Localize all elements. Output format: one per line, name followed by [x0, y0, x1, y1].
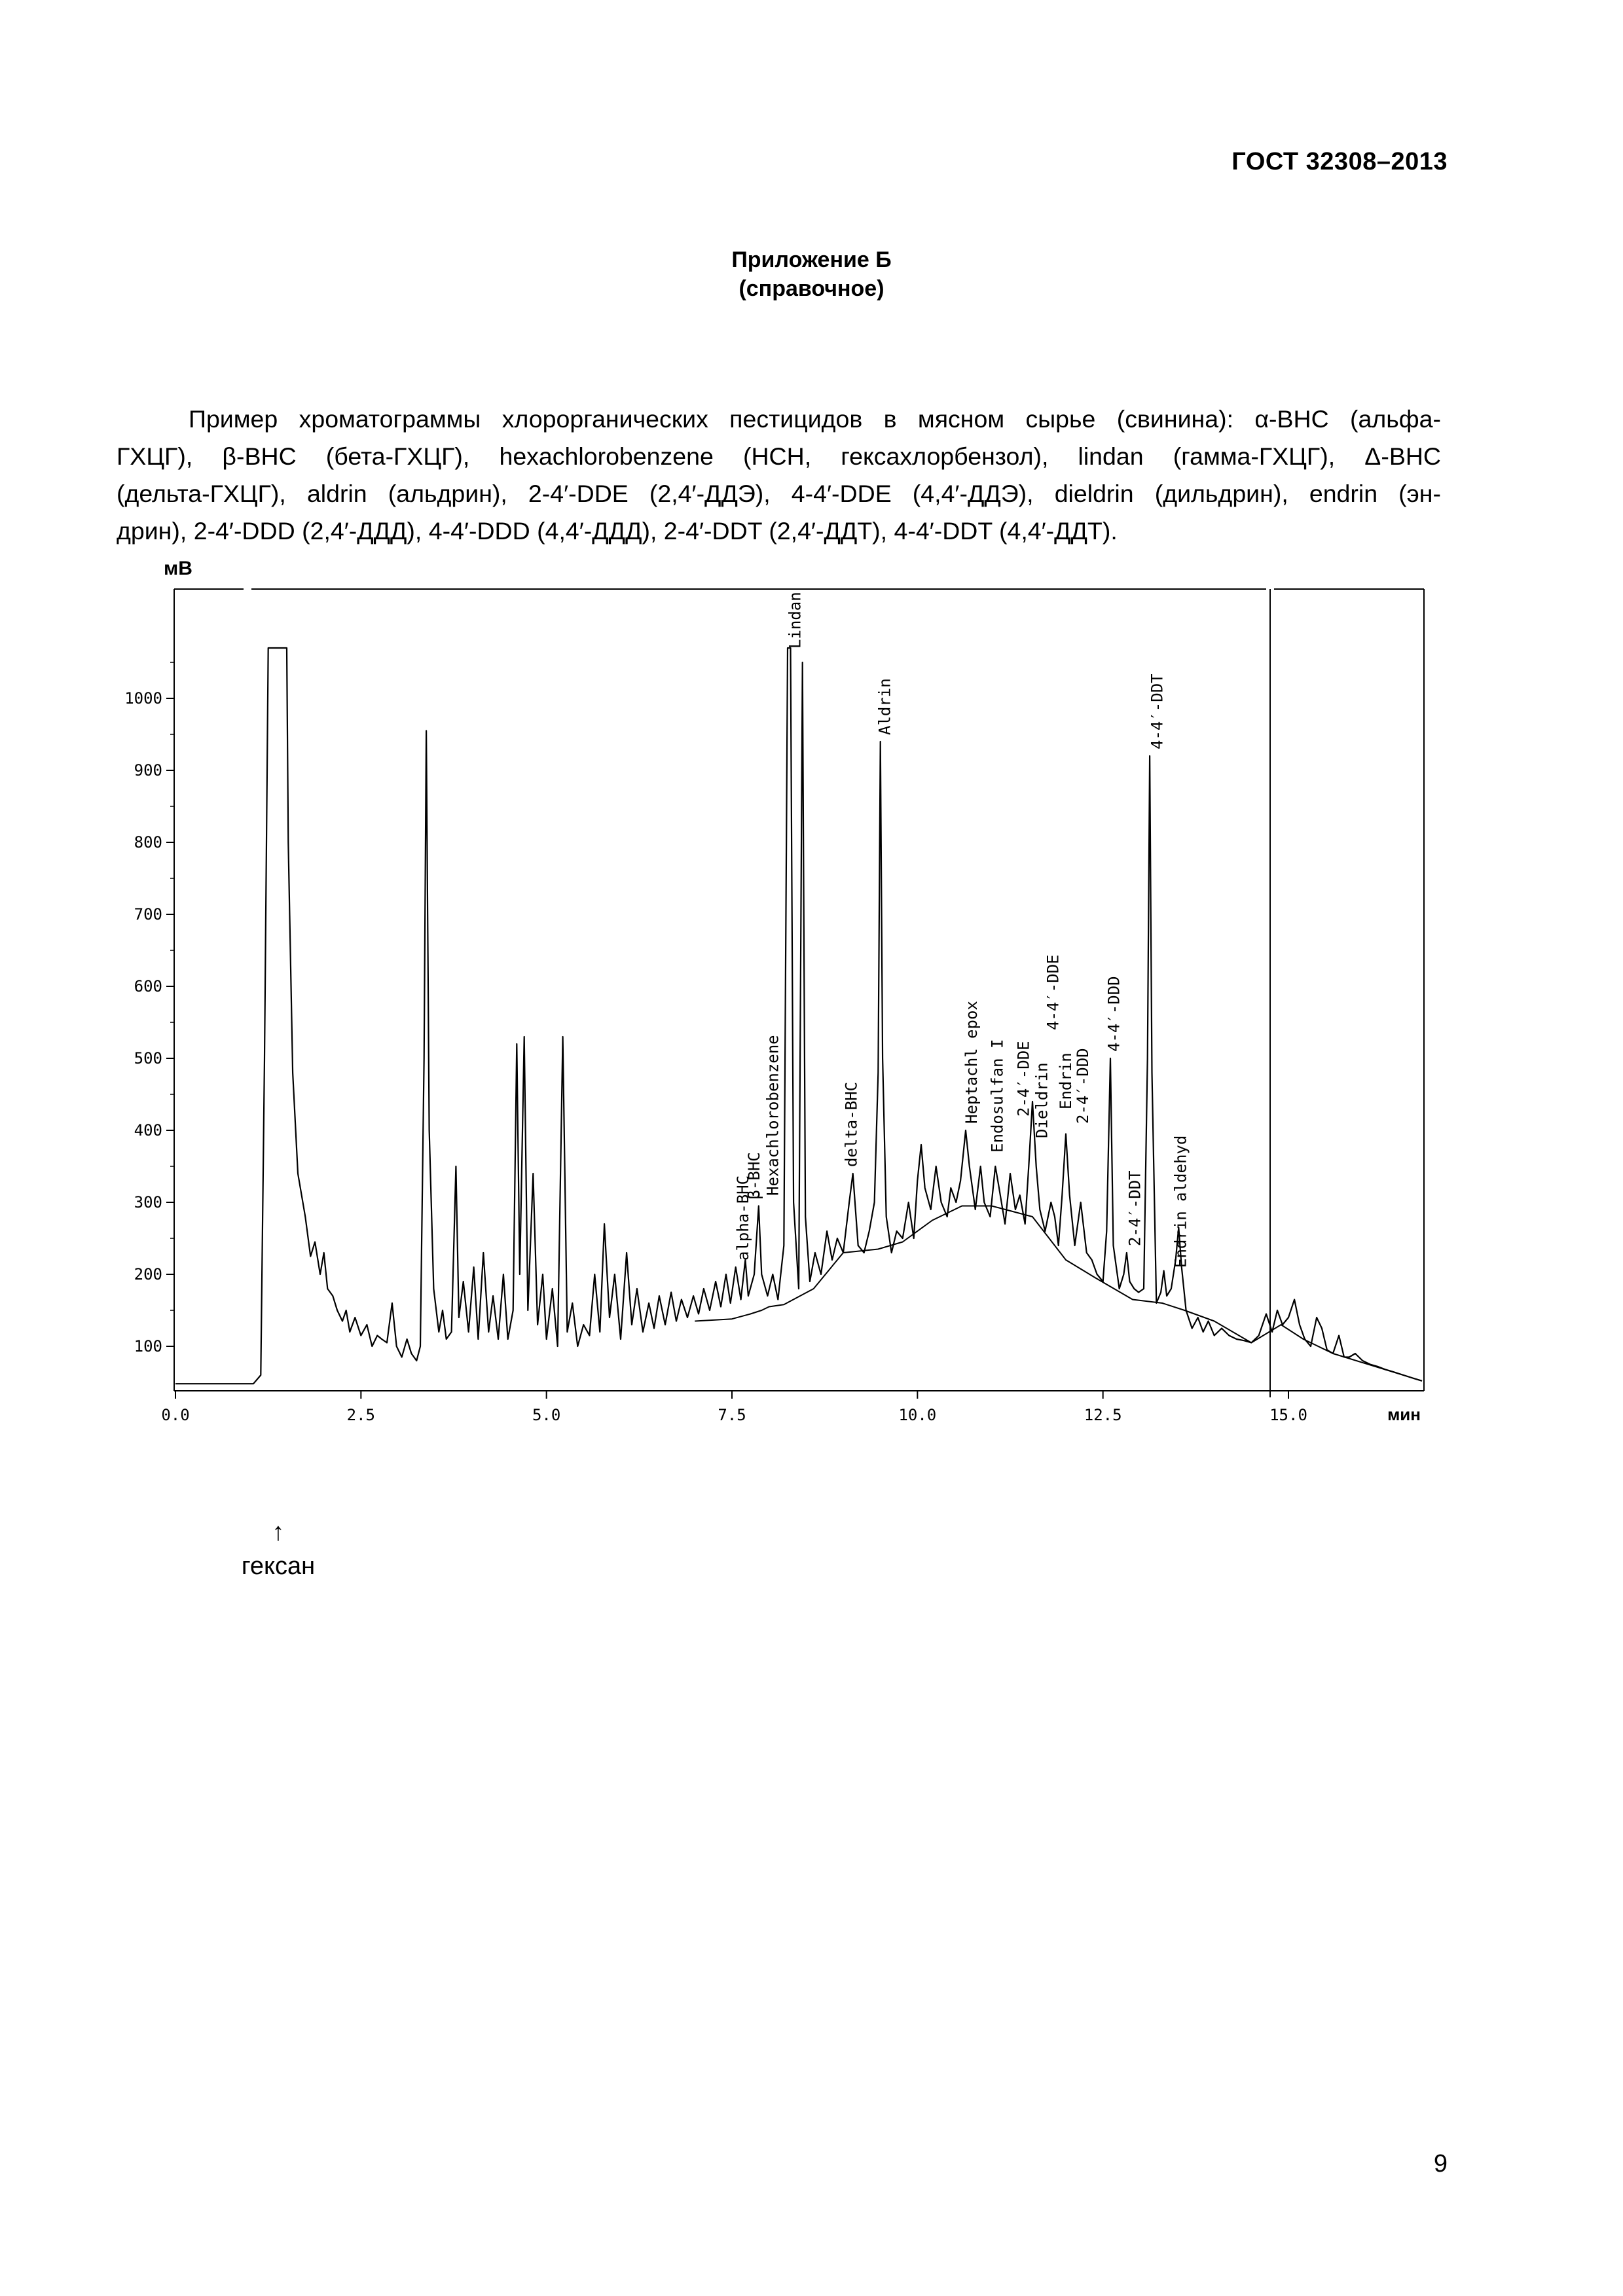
up-arrow-icon: ↑ — [272, 1518, 285, 1546]
peak-label: delta-BHC — [842, 1081, 861, 1167]
x-tick-label: 5.0 — [532, 1406, 561, 1424]
y-tick-label: 900 — [134, 761, 162, 780]
baseline-line — [695, 1206, 1422, 1381]
peak-label: Endosulfan I — [988, 1039, 1007, 1153]
page-number: 9 — [1433, 2150, 1448, 2178]
y-tick-label: 800 — [134, 833, 162, 852]
y-tick-label: 700 — [134, 905, 162, 924]
caption-line: дрин), 2-4′-DDD (2,4′-ДДД), 4-4′-DDD (4,4′-ДДД), 2-4′-DDT (2,4′-ДДТ), 4-4′-DDT (4,4′-ДДТ). — [117, 517, 1118, 545]
appendix-subtitle: (справочное) — [739, 276, 884, 301]
appendix-title: Приложение Б — [731, 247, 892, 272]
x-tick-label: 12.5 — [1084, 1406, 1122, 1424]
y-tick-label: 1000 — [124, 689, 162, 708]
standard-number: ГОСТ 32308–2013 — [1231, 148, 1448, 175]
y-tick-label: 500 — [134, 1049, 162, 1067]
peak-label: Dieldrin — [1032, 1062, 1051, 1138]
figure-caption — [117, 401, 1441, 550]
peak-label: Hexachlorobenzene — [763, 1035, 782, 1196]
peak-label: 2-4′-DDE — [1014, 1041, 1033, 1117]
peak-label: 2-4′-DDT — [1125, 1170, 1144, 1246]
x-axis-label: мин — [1387, 1405, 1421, 1424]
x-tick-label: 2.5 — [346, 1406, 376, 1424]
peak-label: β-BHC — [744, 1152, 763, 1200]
y-tick-label: 100 — [134, 1337, 162, 1355]
y-axis-label: мВ — [164, 558, 192, 579]
peak-label: Endrin aldehyd — [1171, 1135, 1190, 1268]
chromatogram-signal-line — [175, 648, 1422, 1384]
peak-label: Lindan — [786, 592, 805, 649]
y-tick-label: 400 — [134, 1121, 162, 1139]
x-tick-label: 7.5 — [718, 1406, 746, 1424]
y-tick-label: 600 — [134, 977, 162, 996]
peak-label: 2-4′-DDD — [1074, 1048, 1092, 1124]
x-tick-label: 0.0 — [161, 1406, 190, 1424]
peak-label: 4-4′-DDT — [1148, 673, 1167, 749]
peak-label: 4-4′-DDD — [1104, 976, 1123, 1052]
hexane-label: гексан — [241, 1552, 316, 1580]
chromatogram-chart — [98, 550, 1434, 1440]
peak-label: Heptachl epox — [962, 1001, 981, 1124]
y-tick-label: 200 — [134, 1265, 162, 1283]
y-tick-label: 300 — [134, 1193, 162, 1211]
caption-line: (дельта-ГХЦГ), aldrin (альдрин), 2-4′-DDE (2,4′-ДДЭ), 4-4′-DDE (4,4′-ДДЭ), dieldrin (дильдрин), endrin (эн- — [117, 480, 1441, 507]
peak-label: 4-4′-DDE — [1044, 954, 1063, 1030]
caption-line: ГХЦГ), β-BHC (бета-ГХЦГ), hexachlorobenzene (НСН, гексахлорбензол), lindan (гамма-ГХЦГ), Δ-BHC — [117, 442, 1441, 470]
peak-label: Endrin — [1056, 1052, 1075, 1109]
x-tick-label: 15.0 — [1269, 1406, 1307, 1424]
peak-label: alpha-BHC — [733, 1175, 752, 1261]
caption-line: Пример хроматограммы хлорорганических пестицидов в мясном сырье (свинина): α-BHC (альфа- — [189, 405, 1441, 433]
x-tick-label: 10.0 — [898, 1406, 937, 1424]
peak-label: Aldrin — [875, 678, 894, 735]
hexane-note — [232, 1515, 324, 1583]
